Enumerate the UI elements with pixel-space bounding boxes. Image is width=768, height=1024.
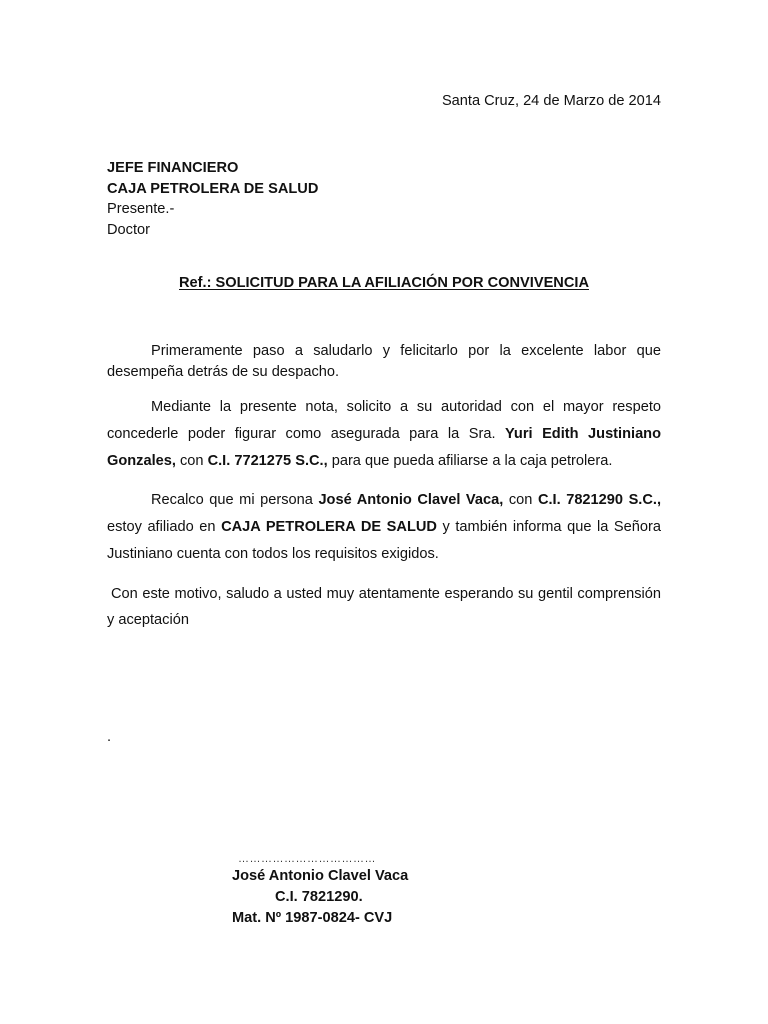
stray-dot: . [107,729,112,745]
reference-line [0,274,768,292]
paragraph-request-part2: con [175,453,208,469]
signature-ci: C.I. 7821290. [275,889,363,905]
paragraph-statement-part4: y también informa que la Señora Justiniano cuenta con todos los requisitos exigidos. [107,519,661,562]
paragraph-statement-part3: estoy afiliado en [107,519,222,535]
applicant-name: José Antonio Clavel Vaca, [318,492,504,508]
applicant-ci: C.I. 7821290 S.C., [537,492,662,508]
paragraph-greeting-text: Primeramente paso a saludarlo y felicitarlo por la excelente labor que desempeña detrás de su despacho. [107,343,661,380]
paragraph-statement-part1: Recalco que mi persona [151,492,319,508]
paragraph-closing-text: Con este motivo, saludo a usted muy atentamente esperando su gentil comprensión y aceptación [107,586,661,628]
signature-registration: Mat. Nº 1987-0824- CVJ [232,910,393,926]
recipient-institution: CAJA PETROLERA DE SALUD [107,180,319,197]
place-date: Santa Cruz, 24 de Marzo de 2014 [441,93,661,109]
paragraph-statement-part2: con [503,492,538,508]
paragraph-request-part1: Mediante la presente nota, solicito a su autoridad con el mayor respeto concederle poder figurar como asegurada para la Sra. [107,399,661,442]
paragraph-closing [107,581,661,633]
reference-text: Ref.: SOLICITUD PARA LA AFILIACIÓN POR CONVIVENCIA [179,275,589,291]
beneficiary-ci: C.I. 7721275 S.C., [207,453,328,469]
recipient-salutation: Doctor [107,221,150,238]
recipient-block [107,158,318,240]
recipient-presente: Presente.- [107,201,175,217]
paragraph-request [107,394,661,475]
paragraph-request-part3: para que pueda afiliarse a la caja petrolera. [327,453,613,469]
signature-block [232,852,432,929]
paragraph-greeting [107,341,661,383]
signature-line: ……………………………… [238,853,376,865]
statement-institution: CAJA PETROLERA DE SALUD [221,519,437,535]
paragraph-statement [107,487,661,568]
beneficiary-name: Yuri Edith Justiniano Gonzales, [107,426,662,469]
signature-name: José Antonio Clavel Vaca [232,868,409,884]
recipient-title: JEFE FINANCIERO [107,160,239,176]
